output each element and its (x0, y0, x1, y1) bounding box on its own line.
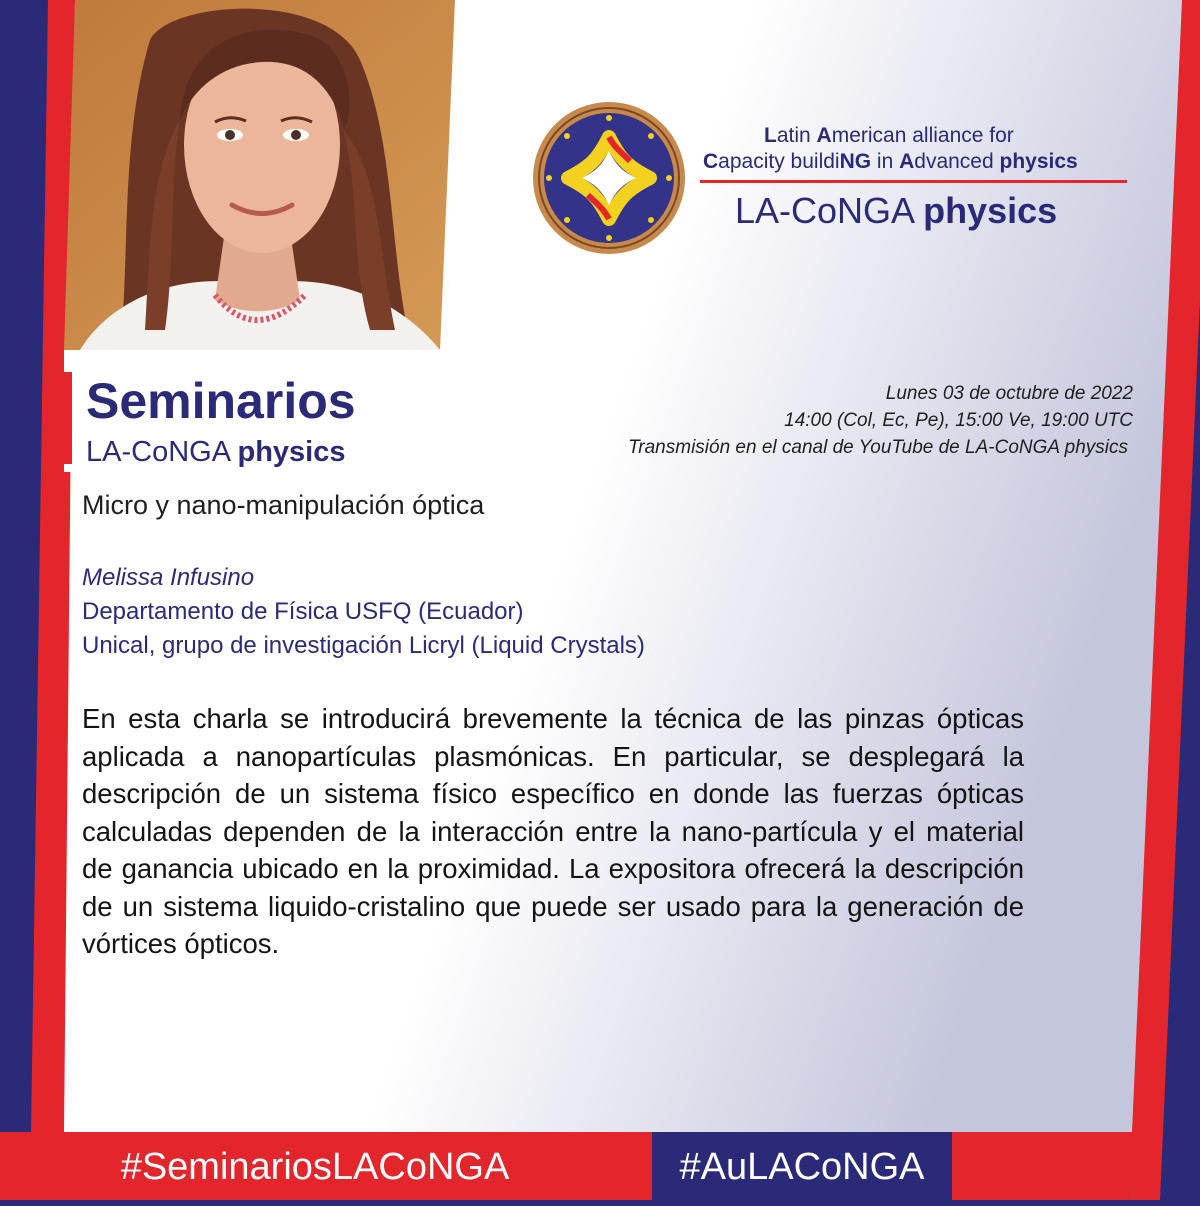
hashtag-band-corner (952, 1132, 1132, 1200)
talk-title: Micro y nano-manipulación óptica (82, 490, 485, 520)
logo-divider (700, 180, 1127, 183)
event-stream: Transmisión en el canal de YouTube de LA-CoNGA physics (628, 437, 1128, 458)
la-conga-emblem (530, 99, 688, 257)
hashtag-seminarios: #SeminariosLACoNGA (120, 1146, 510, 1188)
seminar-title: Seminarios (86, 373, 356, 429)
hashtag-aula: #AuLACoNGA (679, 1146, 925, 1188)
event-times: 14:00 (Col, Ec, Pe), 15:00 Ve, 19:00 UTC (784, 410, 1133, 431)
alliance-line-2: Capacity buildiNG in Advanced physics (703, 150, 1078, 173)
speaker-affiliation-2: Unical, grupo de investigación Licryl (Liquid Crystals) (82, 632, 645, 659)
alliance-line-1: Latin American alliance for (764, 124, 1014, 147)
speaker-name: Melissa Infusino (82, 564, 255, 591)
event-date: Lunes 03 de octubre de 2022 (885, 383, 1133, 404)
talk-abstract: En esta charla se introducirá brevemente la técnica de las pinzas ópticas aplicada a nanopartículas plasmónicas. En particular, se desplegará la descripción de un sistema físico específico en donde las fuerzas ópticas calculadas dependen de la interacción entre la nano-partícula y el material de ganancia ubicado en la proximidad. La expositora ofrecerá la descripción de un sistema liquido-cristalino que puede ser usado para la generación de vórtices ópticos. (82, 703, 1024, 959)
la-conga-wordmark: LA-CoNGA physics (735, 190, 1058, 231)
speaker-photo (60, 0, 460, 360)
speaker-affiliation-1: Departamento de Física USFQ (Ecuador) (82, 598, 524, 625)
seminar-subtitle: LA-CoNGA physics (86, 436, 346, 468)
seminar-heading-accent (64, 372, 72, 464)
